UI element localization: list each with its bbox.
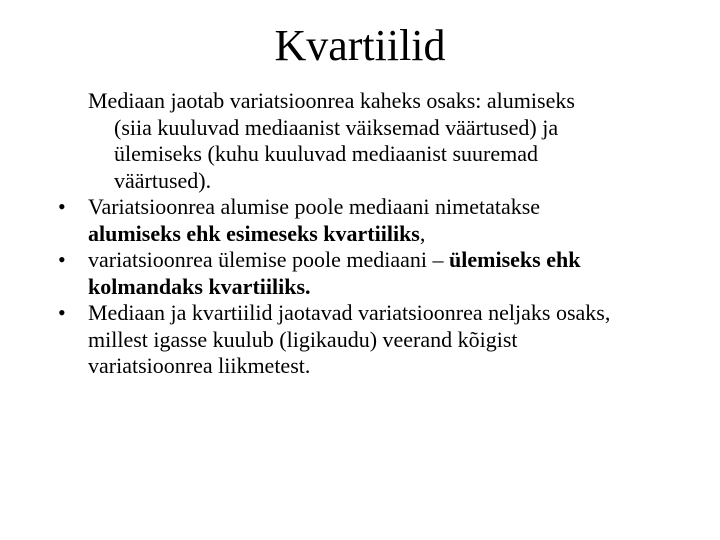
slide-title: Kvartiilid bbox=[274, 21, 446, 70]
text-line: variatsioonrea liikmetest. bbox=[88, 353, 311, 378]
bullet-item-upper-quartile bbox=[54, 247, 674, 300]
term-lower-quartile: alumiseks ehk esimeseks kvartiiliks bbox=[88, 220, 420, 246]
text-line: ülemiseks (kuhu kuuluvad mediaanist suuremad bbox=[114, 141, 539, 166]
text-line: Mediaan ja kvartiilid jaotavad variatsioonrea neljaks osaks, bbox=[88, 300, 611, 325]
paragraph-median-intro bbox=[54, 88, 674, 194]
bullet-item-four-parts bbox=[54, 300, 674, 380]
text-line: (siia kuuluvad mediaanist väiksemad väärtused) ja bbox=[114, 114, 559, 140]
bullet-icon: • bbox=[58, 247, 66, 272]
term-upper-quartile-part2: kolmandaks kvartiiliks. bbox=[88, 273, 311, 299]
text-segment: variatsioonrea ülemise poole mediaani – bbox=[88, 247, 450, 272]
text-line: millest igasse kuulub (ligikaudu) veerand kõigist bbox=[88, 326, 518, 352]
term-upper-quartile-part1: ülemiseks ehk bbox=[449, 247, 581, 272]
text-line: väärtused). bbox=[114, 167, 212, 193]
bullet-icon: • bbox=[58, 194, 66, 219]
slide-body bbox=[54, 88, 674, 380]
text-line: Mediaan jaotab variatsioonrea kaheks osaks: alumiseks bbox=[88, 88, 575, 113]
bullet-item-lower-quartile bbox=[54, 194, 674, 247]
text-line bbox=[88, 221, 674, 248]
text-line: Variatsioonrea alumise poole mediaani nimetatakse bbox=[88, 194, 541, 219]
text-line bbox=[88, 247, 674, 274]
bullet-icon: • bbox=[58, 300, 66, 325]
punctuation: , bbox=[419, 220, 426, 246]
